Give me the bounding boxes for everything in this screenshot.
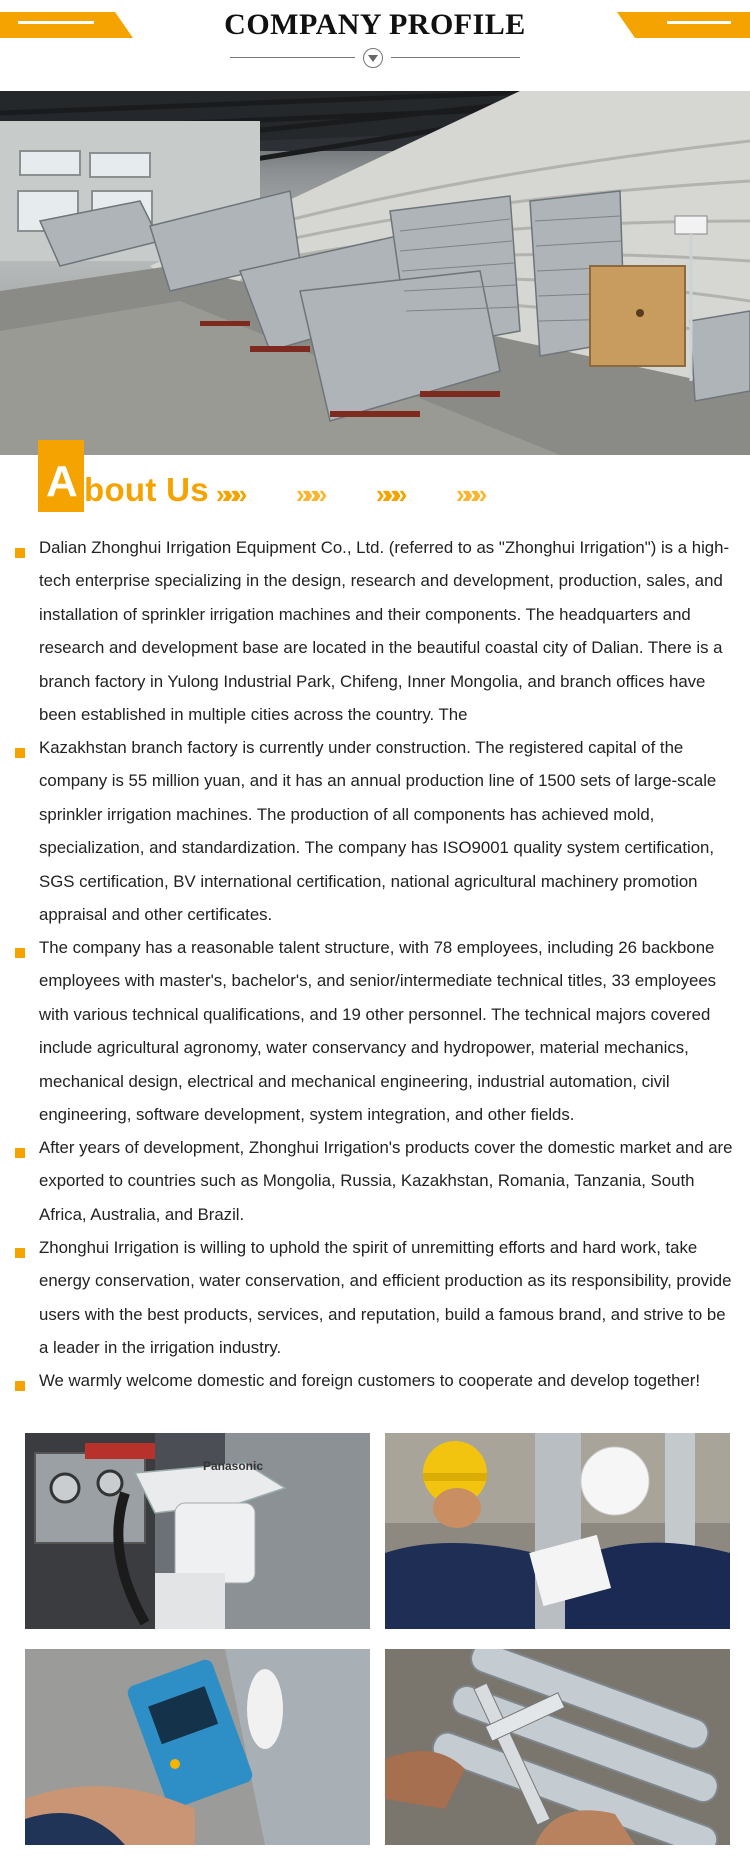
chevron-arrows-icon: »»»	[296, 479, 322, 509]
square-bullet-icon	[15, 748, 25, 758]
title-divider-right	[391, 57, 520, 58]
chevron-arrows-icon: »»»	[376, 479, 402, 509]
chevron-down-icon	[363, 48, 383, 68]
warehouse-photo	[0, 91, 750, 455]
square-bullet-icon	[15, 1381, 25, 1391]
about-initial: A	[46, 457, 78, 506]
paragraph-text: Zhonghui Irrigation is willing to uphold the spirit of unremitting efforts and hard work, take energy conservation, water conservation, and efficient production as its responsibility, provide users with the best products, services, and reputation, build a famous brand, and strive to be a leader in the irrigation industry.	[39, 1238, 732, 1358]
about-us-heading	[38, 440, 558, 512]
square-bullet-icon	[15, 948, 25, 958]
level-gauge-photo	[25, 1649, 370, 1845]
title-divider-left	[230, 57, 355, 58]
inspection-workers-photo	[385, 1433, 730, 1629]
page-title: COMPANY PROFILE	[224, 8, 526, 41]
caliper-measurement-photo	[385, 1649, 730, 1845]
chevron-arrows-icon: »»»	[216, 479, 242, 509]
about-title: bout Us	[84, 471, 209, 508]
paragraph-text: Dalian Zhonghui Irrigation Equipment Co., Ltd. (referred to as "Zhonghui Irrigation") is a high-tech enterprise specializing in the design, research and development, production, sales, and installation of sprinkler irrigation machines and their components. The headquarters and research and development base are located in the beautiful coastal city of Dalian. There is a branch factory in Yulong Industrial Park, Chifeng, Inner Mongolia, and branch offices have been established in multiple cities across the country. The	[39, 538, 730, 725]
paragraph-text: Kazakhstan branch factory is currently under construction. The registered capital of the company is 55 million yuan, and it has an annual production line of 1500 sets of large-scale sprinkler irrigation machines. The production of all components has achieved mold, specialization, and standardization. The company has ISO9001 quality system certification, SGS certification, BV international certification, national agricultural machinery promotion appraisal and other certificates.	[39, 738, 717, 925]
paragraph-text: We warmly welcome domestic and foreign customers to cooperate and develop together!	[39, 1371, 701, 1390]
paragraph-text: After years of development, Zhonghui Irrigation's products cover the domestic market and are exported to countries such as Mongolia, Russia, Kazakhstan, Romania, Tanzania, South Africa, Australia, and Brazil.	[39, 1138, 733, 1224]
brand-label: Panasonic	[203, 1459, 264, 1473]
square-bullet-icon	[15, 1148, 25, 1158]
paragraph-text: The company has a reasonable talent structure, with 78 employees, including 26 backbone employees with master's, bachelor's, and senior/intermediate technical titles, 33 employees with various technical qualifications, and 19 other personnel. The technical majors covered include agricultural agronomy, water conservancy and hydropower, material mechanics, mechanical design, electrical and mechanical engineering, industrial automation, civil engineering, software development, system integration, and other fields.	[39, 938, 717, 1125]
page-header	[0, 0, 750, 80]
square-bullet-icon	[15, 548, 25, 558]
chevron-arrows-icon: »»»	[456, 479, 482, 509]
welding-robot-photo	[25, 1433, 370, 1629]
square-bullet-icon	[15, 1248, 25, 1258]
